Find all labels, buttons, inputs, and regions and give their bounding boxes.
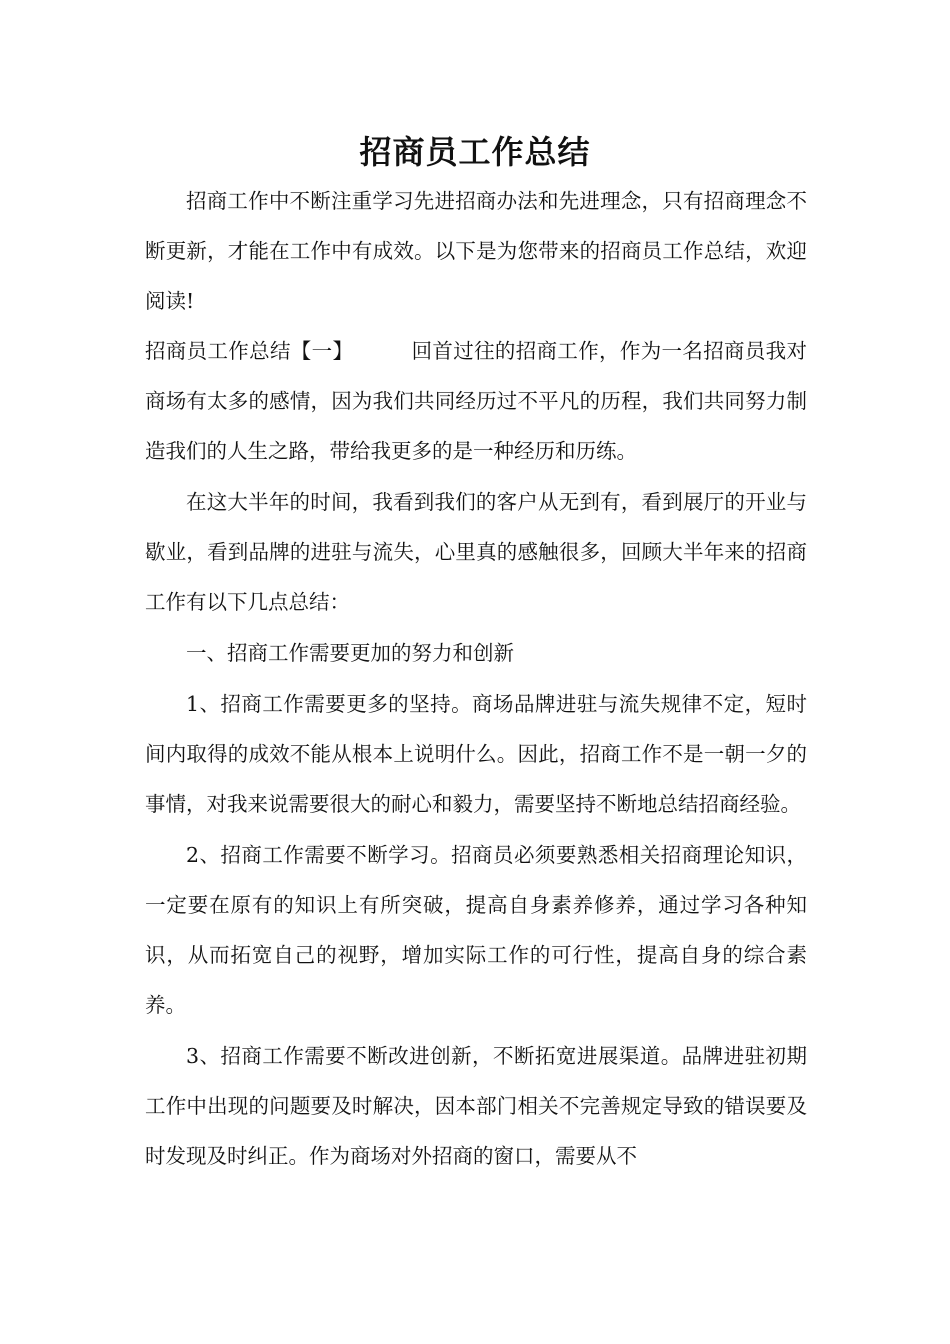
document-title: 招商员工作总结 xyxy=(359,133,591,171)
section-heading: 招商员工作总结【一】 xyxy=(145,339,354,363)
document-body xyxy=(145,176,807,1181)
section-opening-text: 回首过往的招商工作，作为一名招商员我对商场有太多的感情，因为我们共同经历过不平凡的历程，我们共同努力制造我们的人生之路，带给我更多的是一种经历和历练。 xyxy=(145,339,808,463)
body-paragraph: 1、招商工作需要更多的坚持。商场品牌进驻与流失规律不定，短时间内取得的成效不能从根本上说明什么。因此，招商工作不是一朝一夕的事情，对我来说需要很大的耐心和毅力，需要坚持不断地总结招商经验。 xyxy=(145,692,807,816)
body-paragraph: 2、招商工作需要不断学习。招商员必须要熟悉相关招商理论知识，一定要在原有的知识上有所突破，提高自身素养修养，通过学习各种知识，从而拓宽自己的视野，增加实际工作的可行性，提高自身的综合素养。 xyxy=(145,843,807,1017)
subheading-paragraph: 一、招商工作需要更加的努力和创新 xyxy=(186,641,514,665)
section-paragraph xyxy=(145,326,807,476)
body-paragraph: 在这大半年的时间，我看到我们的客户从无到有，看到展厅的开业与歇业，看到品牌的进驻与流失，心里真的感触很多，回顾大半年来的招商工作有以下几点总结： xyxy=(145,490,807,614)
body-paragraph: 3、招商工作需要不断改进创新，不断拓宽进展渠道。品牌进驻初期工作中出现的问题要及时解决，因本部门相关不完善规定导致的错误要及时发现及时纠正。作为商场对外招商的窗口，需要从不 xyxy=(145,1044,807,1168)
intro-paragraph: 招商工作中不断注重学习先进招商办法和先进理念，只有招商理念不断更新，才能在工作中有成效。以下是为您带来的招商员工作总结，欢迎阅读! xyxy=(145,189,807,313)
